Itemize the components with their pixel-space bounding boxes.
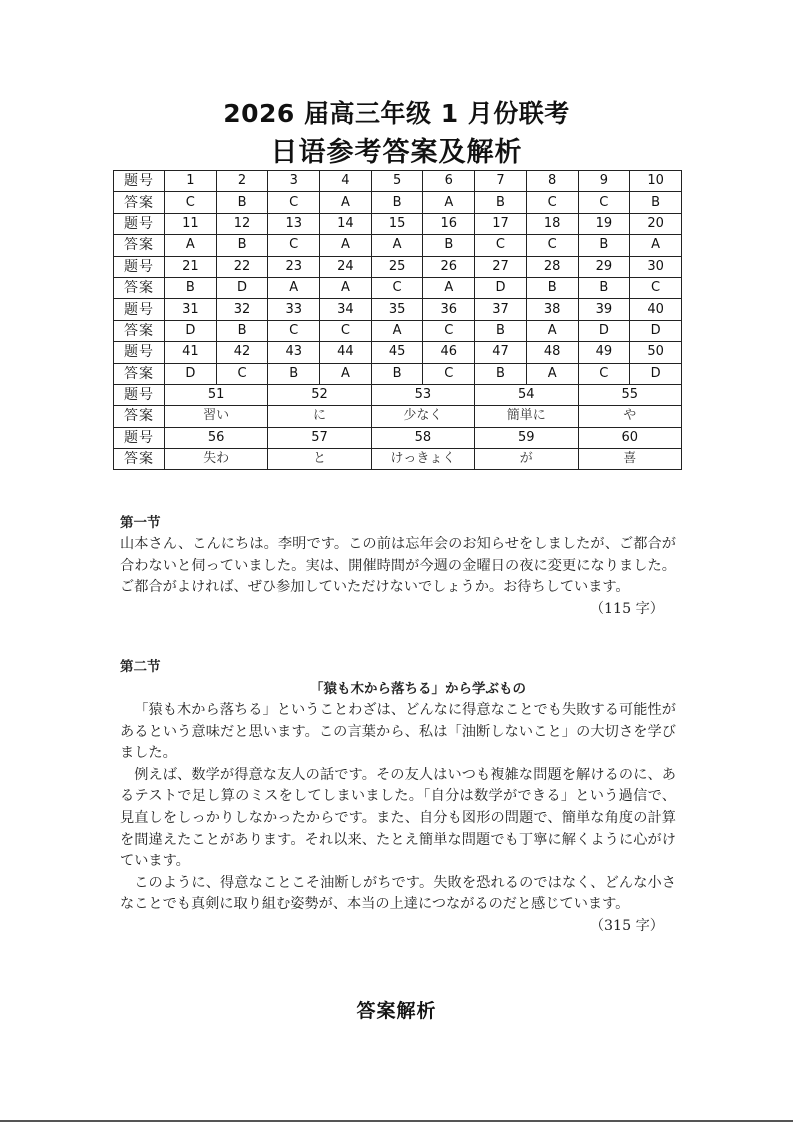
row-label: 答案 bbox=[114, 320, 165, 341]
answer-cell: B bbox=[630, 192, 682, 213]
question-number-cell: 36 bbox=[423, 299, 475, 320]
row-label: 答案 bbox=[114, 235, 165, 256]
answer-table bbox=[113, 170, 682, 470]
section-2-heading: 第二节 bbox=[120, 659, 161, 675]
question-number-cell: 13 bbox=[268, 213, 320, 234]
answer-cell: D bbox=[165, 363, 217, 384]
question-number-cell: 56 bbox=[165, 427, 268, 448]
answer-cell: D bbox=[216, 277, 268, 298]
row-label: 题号 bbox=[114, 427, 165, 448]
answer-cell: C bbox=[578, 192, 630, 213]
answer-cell: D bbox=[475, 277, 527, 298]
question-number-cell: 14 bbox=[320, 213, 372, 234]
question-number-cell: 2 bbox=[216, 171, 268, 192]
section-2-char-count: （315 字） bbox=[589, 917, 664, 934]
answer-cell: B bbox=[475, 363, 527, 384]
answer-cell: A bbox=[320, 192, 372, 213]
answer-cell: と bbox=[268, 449, 371, 470]
answer-cell: A bbox=[371, 235, 423, 256]
answer-cell: A bbox=[630, 235, 682, 256]
question-number-cell: 35 bbox=[371, 299, 423, 320]
row-label: 题号 bbox=[114, 171, 165, 192]
question-number-cell: 53 bbox=[371, 384, 474, 405]
answer-cell: A bbox=[423, 277, 475, 298]
answer-cell: B bbox=[216, 320, 268, 341]
question-number-cell: 9 bbox=[578, 171, 630, 192]
question-number-cell: 41 bbox=[165, 342, 217, 363]
question-number-cell: 47 bbox=[475, 342, 527, 363]
answer-cell: B bbox=[423, 235, 475, 256]
answer-cell: C bbox=[526, 192, 578, 213]
question-number-cell: 29 bbox=[578, 256, 630, 277]
question-number-cell: 17 bbox=[475, 213, 527, 234]
answer-cell: A bbox=[320, 277, 372, 298]
question-number-cell: 58 bbox=[371, 427, 474, 448]
row-label: 答案 bbox=[114, 406, 165, 427]
answer-cell: C bbox=[165, 192, 217, 213]
question-number-cell: 40 bbox=[630, 299, 682, 320]
answer-cell: A bbox=[320, 363, 372, 384]
essay-paragraph: このように、得意なことこそ油断しがちです。失敗を恐れるのではなく、どんな小さなことでも真剣に取り組む姿勢が、本当の上達につながるのだと感じています。 bbox=[120, 874, 676, 913]
section-2 bbox=[120, 656, 676, 938]
question-number-cell: 60 bbox=[578, 427, 682, 448]
essay-title: 「猿も木から落ちる」から学ぶもの bbox=[310, 681, 526, 697]
question-number-cell: 5 bbox=[371, 171, 423, 192]
question-number-cell: 25 bbox=[371, 256, 423, 277]
question-number-cell: 50 bbox=[630, 342, 682, 363]
row-label: 答案 bbox=[114, 277, 165, 298]
answer-row bbox=[114, 320, 682, 341]
question-number-cell: 32 bbox=[216, 299, 268, 320]
question-number-cell: 55 bbox=[578, 384, 682, 405]
answer-cell: に bbox=[268, 406, 371, 427]
answer-cell: けっきょく bbox=[371, 449, 474, 470]
question-number-row bbox=[114, 299, 682, 320]
answer-cell: B bbox=[371, 363, 423, 384]
answer-cell: B bbox=[268, 363, 320, 384]
question-number-cell: 46 bbox=[423, 342, 475, 363]
answer-cell: が bbox=[475, 449, 578, 470]
question-number-cell: 1 bbox=[165, 171, 217, 192]
question-number-cell: 28 bbox=[526, 256, 578, 277]
answer-cell: 習い bbox=[165, 406, 268, 427]
answer-cell: C bbox=[268, 235, 320, 256]
answer-cell: A bbox=[371, 320, 423, 341]
answer-row bbox=[114, 277, 682, 298]
row-label: 题号 bbox=[114, 299, 165, 320]
question-number-cell: 15 bbox=[371, 213, 423, 234]
question-number-cell: 8 bbox=[526, 171, 578, 192]
question-number-cell: 4 bbox=[320, 171, 372, 192]
question-number-cell: 38 bbox=[526, 299, 578, 320]
question-number-cell: 16 bbox=[423, 213, 475, 234]
answer-cell: D bbox=[165, 320, 217, 341]
section-1 bbox=[120, 512, 676, 620]
row-label: 答案 bbox=[114, 449, 165, 470]
answer-cell: 簡単に bbox=[475, 406, 578, 427]
row-label: 题号 bbox=[114, 384, 165, 405]
answer-cell: C bbox=[320, 320, 372, 341]
question-number-cell: 23 bbox=[268, 256, 320, 277]
answer-row bbox=[114, 192, 682, 213]
answer-cell: A bbox=[320, 235, 372, 256]
answer-cell: B bbox=[526, 277, 578, 298]
answer-cell: C bbox=[423, 363, 475, 384]
row-label: 答案 bbox=[114, 192, 165, 213]
answer-cell: A bbox=[526, 363, 578, 384]
question-number-cell: 21 bbox=[165, 256, 217, 277]
answer-cell: C bbox=[216, 363, 268, 384]
answer-cell: A bbox=[268, 277, 320, 298]
answer-cell: C bbox=[630, 277, 682, 298]
answer-row bbox=[114, 449, 682, 470]
question-number-cell: 7 bbox=[475, 171, 527, 192]
question-number-cell: 26 bbox=[423, 256, 475, 277]
question-number-cell: 59 bbox=[475, 427, 578, 448]
question-number-row bbox=[114, 256, 682, 277]
question-number-cell: 3 bbox=[268, 171, 320, 192]
question-number-cell: 20 bbox=[630, 213, 682, 234]
answer-cell: B bbox=[475, 320, 527, 341]
question-number-row bbox=[114, 171, 682, 192]
question-number-cell: 45 bbox=[371, 342, 423, 363]
question-number-row bbox=[114, 427, 682, 448]
answer-cell: C bbox=[578, 363, 630, 384]
answer-cell: B bbox=[578, 235, 630, 256]
question-number-cell: 57 bbox=[268, 427, 371, 448]
question-number-row bbox=[114, 384, 682, 405]
answer-cell: B bbox=[578, 277, 630, 298]
question-number-cell: 37 bbox=[475, 299, 527, 320]
question-number-cell: 11 bbox=[165, 213, 217, 234]
answer-cell: C bbox=[526, 235, 578, 256]
question-number-cell: 27 bbox=[475, 256, 527, 277]
answer-cell: C bbox=[475, 235, 527, 256]
section-1-heading: 第一节 bbox=[120, 515, 161, 531]
answer-cell: B bbox=[165, 277, 217, 298]
section-1-char-count: （115 字） bbox=[589, 600, 664, 617]
question-number-row bbox=[114, 213, 682, 234]
row-label: 题号 bbox=[114, 213, 165, 234]
row-label: 题号 bbox=[114, 256, 165, 277]
question-number-cell: 6 bbox=[423, 171, 475, 192]
answer-cell: C bbox=[371, 277, 423, 298]
question-number-cell: 52 bbox=[268, 384, 371, 405]
section-1-text: 山本さん、こんにちは。李明です。この前は忘年会のお知らせをしましたが、ご都合が合わないと伺っていました。実は、開催時間が今週の金曜日の夜に変更になりました。ご都合がよければ、ぜひ参加していただけないでしょうか。お待ちしています。 bbox=[120, 536, 676, 596]
question-number-cell: 24 bbox=[320, 256, 372, 277]
question-number-cell: 51 bbox=[165, 384, 268, 405]
answer-cell: B bbox=[371, 192, 423, 213]
answer-cell: 失わ bbox=[165, 449, 268, 470]
document-subtitle: 日语参考答案及解析 bbox=[270, 137, 523, 168]
essay-paragraph: 「猿も木から落ちる」ということわざは、どんなに得意なことでも失敗する可能性があるという意味だと思います。この言葉から、私は「油断しないこと」の大切さを学びました。 bbox=[120, 702, 676, 762]
question-number-cell: 43 bbox=[268, 342, 320, 363]
row-label: 题号 bbox=[114, 342, 165, 363]
answer-cell: や bbox=[578, 406, 682, 427]
answer-cell: B bbox=[216, 235, 268, 256]
answer-row bbox=[114, 363, 682, 384]
question-number-cell: 42 bbox=[216, 342, 268, 363]
question-number-cell: 44 bbox=[320, 342, 372, 363]
question-number-cell: 18 bbox=[526, 213, 578, 234]
question-number-cell: 12 bbox=[216, 213, 268, 234]
question-number-row bbox=[114, 342, 682, 363]
answer-cell: C bbox=[268, 192, 320, 213]
essay-paragraph: 例えば、数学が得意な友人の話です。その友人はいつも複雑な問題を解けるのに、あるテストで足し算のミスをしてしまいました。「自分は数学ができる」という過信で、見直しをしっかりしなかったからです。また、自分も図形の問題で、簡単な角度の計算を間違えたことがあります。それ以来、たとえ簡単な問題でも丁寧に解くように心がけています。 bbox=[120, 766, 676, 870]
answer-cell: D bbox=[578, 320, 630, 341]
answer-cell: A bbox=[165, 235, 217, 256]
answer-cell: C bbox=[423, 320, 475, 341]
answer-cell: A bbox=[423, 192, 475, 213]
answer-row bbox=[114, 406, 682, 427]
question-number-cell: 33 bbox=[268, 299, 320, 320]
answer-cell: B bbox=[216, 192, 268, 213]
answer-row bbox=[114, 235, 682, 256]
answer-cell: D bbox=[630, 320, 682, 341]
question-number-cell: 10 bbox=[630, 171, 682, 192]
answer-cell: C bbox=[268, 320, 320, 341]
question-number-cell: 49 bbox=[578, 342, 630, 363]
question-number-cell: 31 bbox=[165, 299, 217, 320]
question-number-cell: 48 bbox=[526, 342, 578, 363]
question-number-cell: 34 bbox=[320, 299, 372, 320]
answer-cell: 少なく bbox=[371, 406, 474, 427]
analysis-heading: 答案解析 bbox=[356, 1000, 437, 1022]
question-number-cell: 54 bbox=[475, 384, 578, 405]
answer-cell: A bbox=[526, 320, 578, 341]
question-number-cell: 30 bbox=[630, 256, 682, 277]
question-number-cell: 22 bbox=[216, 256, 268, 277]
question-number-cell: 19 bbox=[578, 213, 630, 234]
question-number-cell: 39 bbox=[578, 299, 630, 320]
document-title: 2026 届高三年级 1 月份联考 bbox=[223, 99, 570, 128]
answer-cell: 喜 bbox=[578, 449, 682, 470]
row-label: 答案 bbox=[114, 363, 165, 384]
answer-cell: D bbox=[630, 363, 682, 384]
answer-cell: B bbox=[475, 192, 527, 213]
